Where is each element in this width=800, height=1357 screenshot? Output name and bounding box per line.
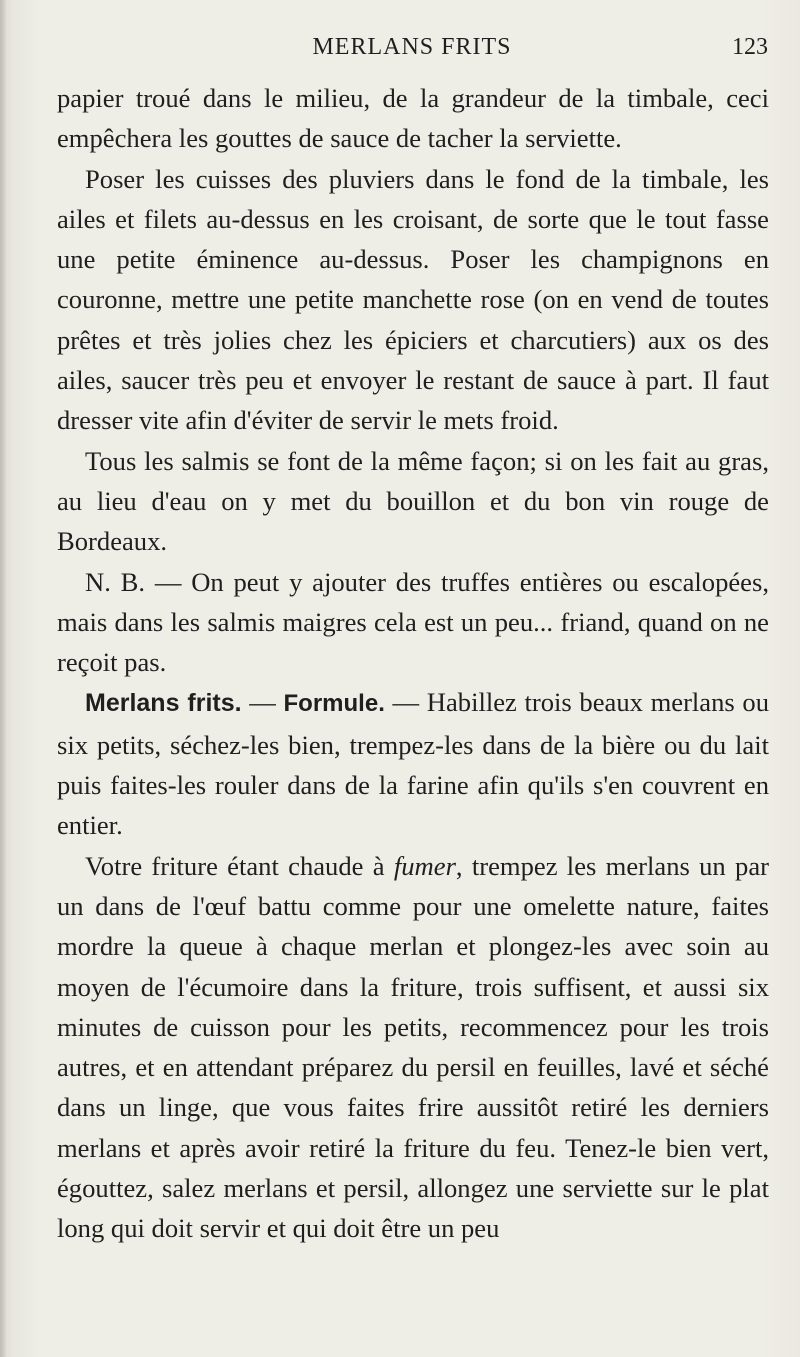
running-head — [56, 34, 768, 62]
dash-separator: — — [241, 687, 284, 718]
recipe-title: Merlans frits. — [85, 689, 242, 718]
frying-text-rest: , trempez les merlans un par un dans de l'œuf battu comme pour une omelette nature, faites mordre la queue à chaque merlan et plongez-les avec soin au moyen de l'écumoire dans la friture, trois suffisent, et aussi six minutes de cuisson pour les petits, recommencez pour les trois autres, et en attendant préparez du persil en feuilles, lavé et séché dans un linge, que vous faites frire aussitôt retiré les derniers merlans et après avoir retiré la friture du feu. Tenez-le bien vert, égouttez, salez merlans et persil, allongez une serviette sur le plat long qui doit servir et qui doit être un peu — [57, 850, 769, 1244]
frying-text-start: Votre friture étant chaude à — [85, 850, 394, 881]
paragraph-continuation: papier troué dans le milieu, de la grandeur de la timbale, ceci empêchera les gouttes de sauce de tacher la serviette. — [57, 83, 769, 154]
dash-separator: — — [384, 687, 427, 718]
frying-text-italic: fumer — [393, 850, 456, 881]
paragraph-salmis: Tous les salmis se font de la même façon; si on les fait au gras, au lieu d'eau on y met du bouillon et du bon vin rouge de Bordeaux. — [57, 445, 769, 557]
paragraph-assembly: Poser les cuisses des pluviers dans le fond de la timbale, les ailes et filets au-dessus en les croisant, de sorte que le tout fasse une petite éminence au-dessus. Poser les champignons en couronne, mettre une petite manchette rose (on en vend de toutes prêtes et très jolies chez les épiciers et charcutiers) aux os des ailes, saucer très peu et envoyer le restant de sauce à part. Il faut dresser vite afin d'éviter de servir le mets froid. — [57, 163, 769, 436]
paragraph-frying — [57, 846, 769, 1249]
formule-label: Formule. — [283, 690, 385, 718]
recipe-instructions: Habillez trois beaux merlans ou six petits, séchez-les bien, trempez-les dans de la bière ou du lait puis faites-les rouler dans de la farine afin qu'ils s'en couvrent en entier. — [57, 687, 770, 841]
paragraph-recipe-merlans — [57, 682, 769, 845]
paragraph-nota-bene: N. B. — On peut y ajouter des truffes entières ou escalopées, mais dans les salmis maigres cela est un peu... friand, quand on ne reçoit pas. — [57, 566, 769, 678]
running-title: MERLANS FRITS — [312, 34, 512, 60]
body-text — [57, 78, 769, 1249]
page-binding-edge — [0, 0, 6, 1357]
page-number: 123 — [732, 34, 768, 60]
